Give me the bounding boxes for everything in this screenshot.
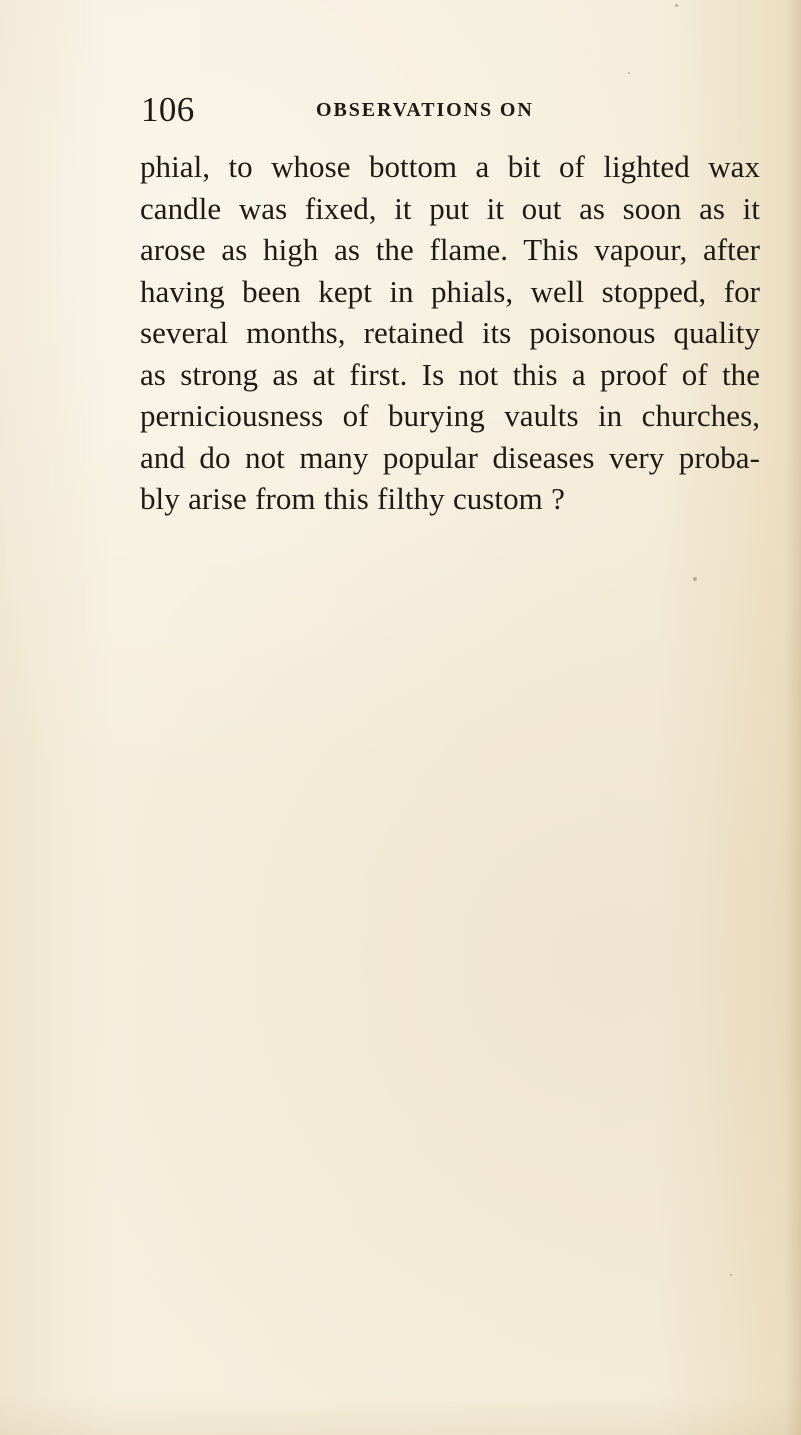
page-bottom-shadow — [0, 1395, 801, 1435]
text-line: having been kept in phials, well stopped, for — [140, 273, 760, 309]
text-line: as strong as at first. Is not this a proof of the — [140, 356, 760, 392]
body-text — [140, 146, 760, 520]
text-line: and do not many popular diseases very proba- — [140, 439, 760, 475]
text-line: bly arise from this filthy custom ? — [140, 481, 565, 516]
page-number: 106 — [141, 90, 195, 129]
text-line: phial, to whose bottom a bit of lighted wax — [140, 149, 760, 184]
text-line: perniciousness of burying vaults in churches, — [140, 398, 760, 433]
text-line: several months, retained its poisonous quality — [140, 315, 760, 350]
page-edge-shadow — [785, 0, 801, 1435]
paper-speck — [628, 72, 630, 74]
paper-speck — [675, 4, 678, 7]
paper-speck — [693, 577, 697, 581]
paper-speck — [730, 1274, 732, 1276]
running-head-title: OBSERVATIONS ON — [316, 99, 534, 121]
text-line: arose as high as the flame. This vapour, after — [140, 232, 760, 267]
running-head — [141, 92, 611, 132]
text-line: candle was fixed, it put it out as soon as it — [140, 190, 760, 226]
